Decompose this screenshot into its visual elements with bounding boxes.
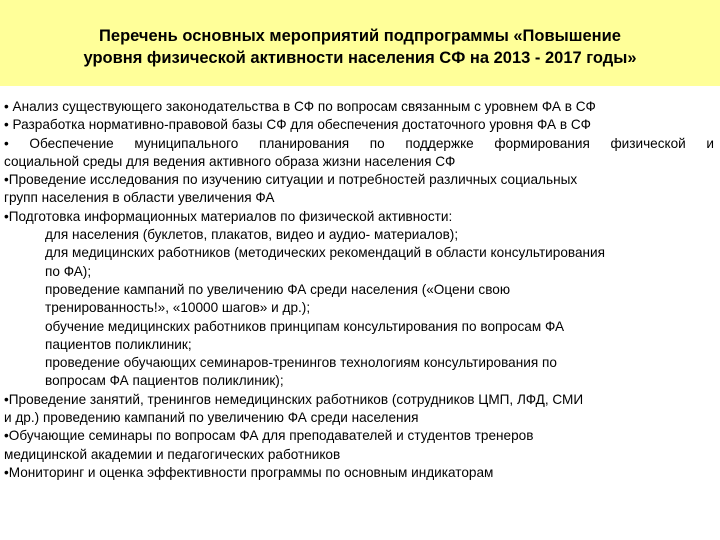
sub-item-medical-workers: для медицинских работников (методических рекомендаций в области консультирования (45, 245, 605, 261)
list-item-non-medical-training: •Проведение занятий, тренингов немедицинских работников (сотрудников ЦМП, ЛФД, СМИ (4, 391, 584, 407)
list-item-regulatory-base: • Разработка нормативно-правовой базы СФ для обеспечения достаточного уровня ФА в СФ (4, 117, 592, 133)
list-item-educational-seminars: •Обучающие семинары по вопросам ФА для преподавателей и студентов тренеров (4, 428, 534, 444)
list-item-monitoring: •Мониторинг и оценка эффективности программы по основным индикаторам (4, 464, 494, 480)
title-line-1: Перечень основных мероприятий подпрограммы «Повышение (99, 27, 621, 45)
sub-item-population: для населения (буклетов, плакатов, видео и аудио- материалов); (45, 227, 459, 243)
list-item-research-cont: групп населения в области увеличения ФА (4, 190, 275, 206)
list-item-info-materials: •Подготовка информационных материалов по физической активности: (4, 208, 453, 224)
sub-item-seminars: проведение обучающих семинаров-тренингов технологиям консультирования по (45, 355, 557, 371)
sub-item-seminars-cont: вопросам ФА пациентов поликлиник); (45, 373, 284, 389)
activity-list (4, 98, 714, 482)
sub-item-medical-workers-cont: по ФА); (45, 263, 92, 279)
sub-item-training-medical-cont: пациентов поликлиник; (45, 336, 192, 352)
sub-item-campaigns-cont: тренированность!», «10000 шагов» и др.); (45, 300, 311, 316)
sub-item-training-medical: обучение медицинских работников принципам консультирования по вопросам ФА (45, 318, 565, 334)
list-item-municipal-planning-cont: социальной среды для ведения активного образа жизни населения СФ (4, 153, 456, 169)
sub-item-campaigns: проведение кампаний по увеличению ФА среди населения («Оцени свою (45, 281, 511, 297)
title-line-2: уровня физической активности населения СФ на 2013 - 2017 годы» (83, 49, 637, 67)
list-item-legislation-analysis: • Анализ существующего законодательства в СФ по вопросам связанным с уровнем ФА в СФ (4, 99, 596, 114)
list-item-research: •Проведение исследования по изучению ситуации и потребностей различных социальных (4, 172, 578, 188)
list-item-municipal-planning: • Обеспечение муниципального планирования по поддержке формирования физической и (4, 135, 714, 151)
list-item-non-medical-training-cont: и др.) проведению кампаний по увеличению ФА среди населения (4, 410, 419, 426)
list-item-educational-seminars-cont: медицинской академии и педагогических работников (4, 446, 341, 462)
title-banner (0, 0, 720, 86)
